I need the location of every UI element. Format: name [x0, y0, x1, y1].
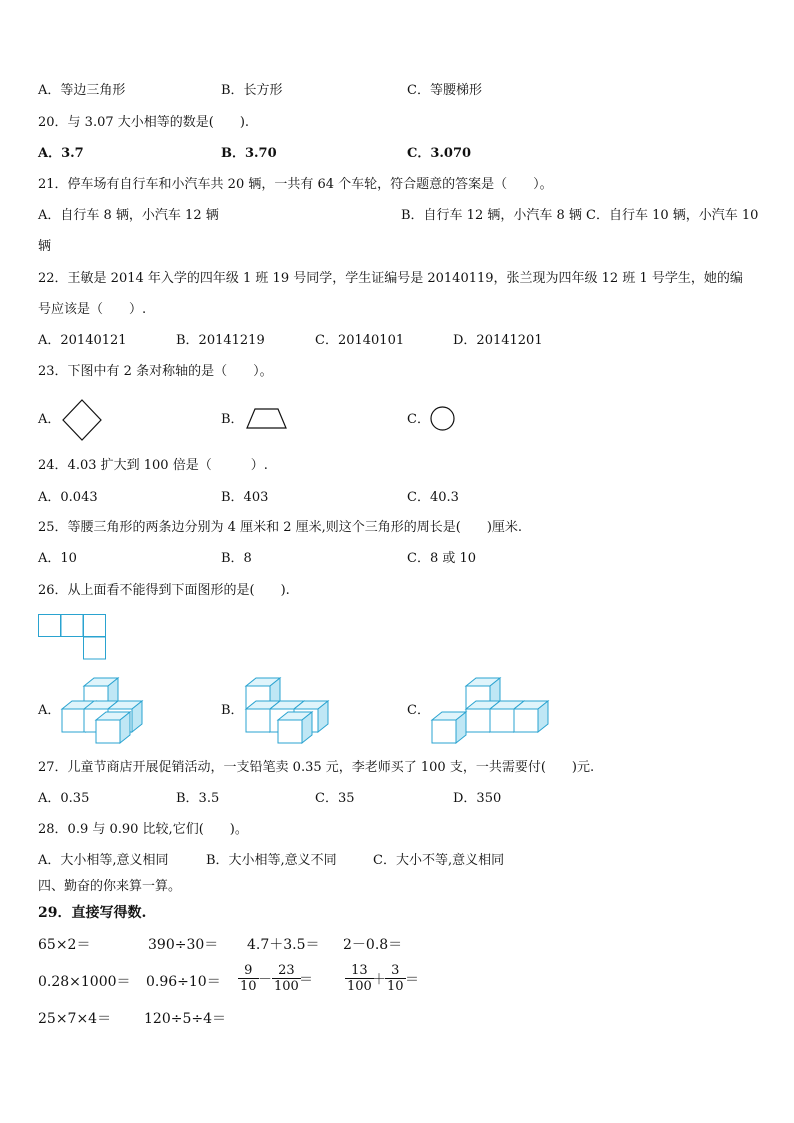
q22-stem-line1: 22．王敏是 2014 年入学的四年级 1 班 19 号同学，学生证编号是 20140119，张兰现为四年级 12 班 1 号学生，她的编: [38, 271, 743, 286]
calc-item: 25×7×4＝: [38, 1011, 112, 1027]
circle-figure: [430, 406, 456, 432]
operator: ＋: [372, 972, 386, 988]
numerator: 3: [385, 963, 406, 979]
q24-option-b: B．403: [221, 490, 269, 505]
q27-option-b: B．3.5: [176, 791, 220, 806]
q29-stem: 29．直接写得数.: [38, 905, 147, 921]
rhombus-figure: [62, 399, 102, 441]
q28-option-b: B．大小相等,意义不同: [206, 853, 337, 868]
q19-option-a: A．等边三角形: [38, 83, 126, 98]
q22-option-c: C．20140101: [315, 333, 405, 348]
calc-item: 120÷5÷4＝: [144, 1011, 226, 1027]
q28-option-c: C．大小不等,意义相同: [373, 853, 505, 868]
q19-option-b: B．长方形: [221, 83, 283, 98]
q20-option-a: A．3.7: [38, 146, 84, 161]
calc-item: 4.7＋3.5＝: [247, 937, 320, 953]
top-view-grid-figure: [38, 614, 108, 661]
q21-option-wrap: 辆: [38, 239, 52, 254]
cube: [432, 712, 466, 743]
calc-item: 0.96÷10＝: [146, 974, 221, 990]
q23-stem: 23．下图中有 2 条对称轴的是（ ）。: [38, 364, 273, 379]
denominator: 10: [240, 979, 257, 994]
calc-item: 390÷30＝: [148, 937, 219, 953]
calc-item: 65×2＝: [38, 937, 91, 953]
q20-option-c: C．3.070: [407, 146, 472, 161]
cube-stack-a-figure: [62, 676, 152, 746]
denominator: 10: [387, 979, 404, 994]
cube: [96, 712, 130, 743]
numerator: 23: [272, 963, 301, 979]
q24-option-c: C．40.3: [407, 490, 459, 505]
q23-option-b: B．: [221, 412, 244, 427]
denominator: 100: [274, 979, 299, 994]
cube: [514, 701, 548, 732]
trapezoid-figure: [246, 408, 288, 430]
q19-option-c: C．等腰梯形: [407, 83, 482, 98]
q26-option-b: B．: [221, 703, 244, 718]
q25-stem: 25．等腰三角形的两条边分别为 4 厘米和 2 厘米,则这个三角形的周长是( )厘米.: [38, 520, 523, 535]
q24-option-a: A．0.043: [38, 490, 98, 505]
q22-stem-line2: 号应该是（ ）.: [38, 302, 147, 317]
fraction: [385, 963, 406, 994]
q22-option-d: D．20141201: [453, 333, 543, 348]
q26-option-a: A．: [38, 703, 61, 718]
q20-option-b: B．3.70: [221, 146, 277, 161]
cube-stack-c-figure: [430, 676, 552, 746]
q27-option-c: C．35: [315, 791, 355, 806]
q20-stem: 20．与 3.07 大小相等的数是( ).: [38, 115, 250, 130]
q28-option-a: A．大小相等,意义相同: [38, 853, 169, 868]
q23-option-c: C．: [407, 412, 430, 427]
q26-stem: 26．从上面看不能得到下面图形的是( ).: [38, 583, 290, 598]
denominator: 100: [347, 979, 372, 994]
cube: [278, 712, 312, 743]
numerator: 13: [345, 963, 374, 979]
section-4-heading: 四、勤奋的你来算一算。: [38, 879, 182, 894]
q24-stem: 24．4.03 扩大到 100 倍是（ ）.: [38, 458, 268, 473]
fraction: [272, 963, 301, 994]
q22-option-a: A．20140121: [38, 333, 127, 348]
operator: －: [258, 972, 272, 988]
q27-stem: 27．儿童节商店开展促销活动，一支铅笔卖 0.35 元，李老师买了 100 支，一共需要付( )元.: [38, 760, 595, 775]
q27-option-d: D．350: [453, 791, 502, 806]
operator: ＝: [405, 972, 419, 988]
calc-item: 2－0.8＝: [343, 937, 403, 953]
cube-stack-b-figure: [246, 676, 336, 746]
q25-option-c: C．8 或 10: [407, 551, 477, 566]
q25-option-a: A．10: [38, 551, 77, 566]
q26-option-c: C．: [407, 703, 430, 718]
operator: ＝: [299, 972, 313, 988]
fraction: [345, 963, 374, 994]
calc-item: 0.28×1000＝: [38, 974, 131, 990]
q23-option-a: A．: [38, 412, 61, 427]
q25-option-b: B．8: [221, 551, 252, 566]
q21-option-a: A．自行车 8 辆，小汽车 12 辆: [38, 208, 219, 223]
q21-option-bc: B．自行车 12 辆，小汽车 8 辆 C．自行车 10 辆，小汽车 10: [401, 208, 759, 223]
q21-stem: 21．停车场有自行车和小汽车共 20 辆，一共有 64 个车轮，符合题意的答案是（ ）。: [38, 177, 553, 192]
q27-option-a: A．0.35: [38, 791, 90, 806]
q28-stem: 28．0.9 与 0.90 比较,它们( )。: [38, 822, 248, 837]
fraction: [238, 963, 259, 994]
numerator: 9: [238, 963, 259, 979]
q22-option-b: B．20141219: [176, 333, 265, 348]
